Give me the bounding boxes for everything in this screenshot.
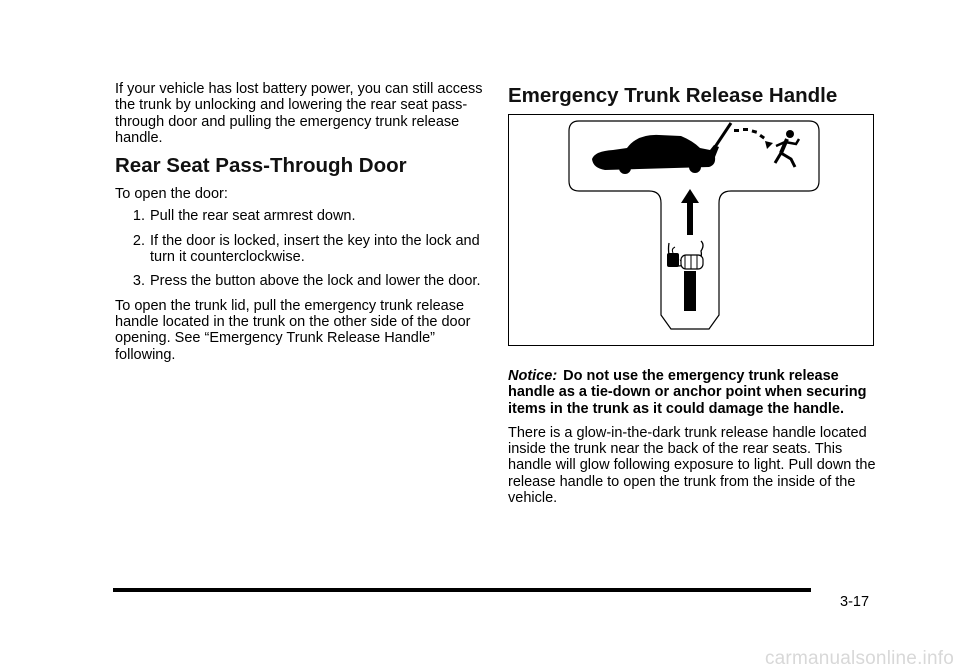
page-number: 3-17 <box>840 594 870 610</box>
step-number: 3. <box>132 273 145 290</box>
section-heading-pass-through-door: Rear Seat Pass-Through Door <box>115 154 407 178</box>
step-item <box>115 273 483 289</box>
intro-paragraph: If your vehicle has lost battery power, you can still access the trunk by unlocking and lowering the rear seat pass-through door and pulling the emergency trunk release handle. <box>115 81 483 146</box>
step-text: Press the button above the lock and lower the door. <box>150 273 481 290</box>
notice-text: Do not use the emergency trunk release handle as a tie-down or anchor point when securing items in the trunk as it could damage the handle. <box>508 368 867 417</box>
watermark: carmanualsonline.info <box>764 648 954 669</box>
release-handle-strap <box>684 271 696 311</box>
step-number: 2. <box>132 232 145 249</box>
step-item <box>115 208 483 224</box>
steps-lead: To open the door: <box>115 186 228 203</box>
step-number: 1. <box>132 208 145 225</box>
section-heading-emergency-release: Emergency Trunk Release Handle <box>508 84 838 107</box>
notice-paragraph <box>508 368 878 417</box>
right-column <box>508 84 878 514</box>
left-column <box>115 81 483 371</box>
step-text: If the door is locked, insert the key into the lock and turn it counterclockwise. <box>150 232 480 266</box>
notice-label: Notice: <box>508 368 558 384</box>
trunk-release-illustration <box>508 114 874 346</box>
footer-rule <box>113 588 811 592</box>
steps-list <box>115 208 483 289</box>
release-description: There is a glow-in-the-dark trunk release handle located inside the trunk near the back of the rear seats. This handle will glow following exposure to light. Pull down the release handle to open the trunk from the inside of the vehicle. <box>508 424 876 507</box>
trunk-release-diagram <box>509 115 872 344</box>
step-text: Pull the rear seat armrest down. <box>150 208 356 225</box>
step-item <box>115 233 483 266</box>
closing-paragraph: To open the trunk lid, pull the emergency trunk release handle located in the trunk on the other side of the door opening. See “Emergency Trunk Release Handle” following. <box>115 297 471 363</box>
